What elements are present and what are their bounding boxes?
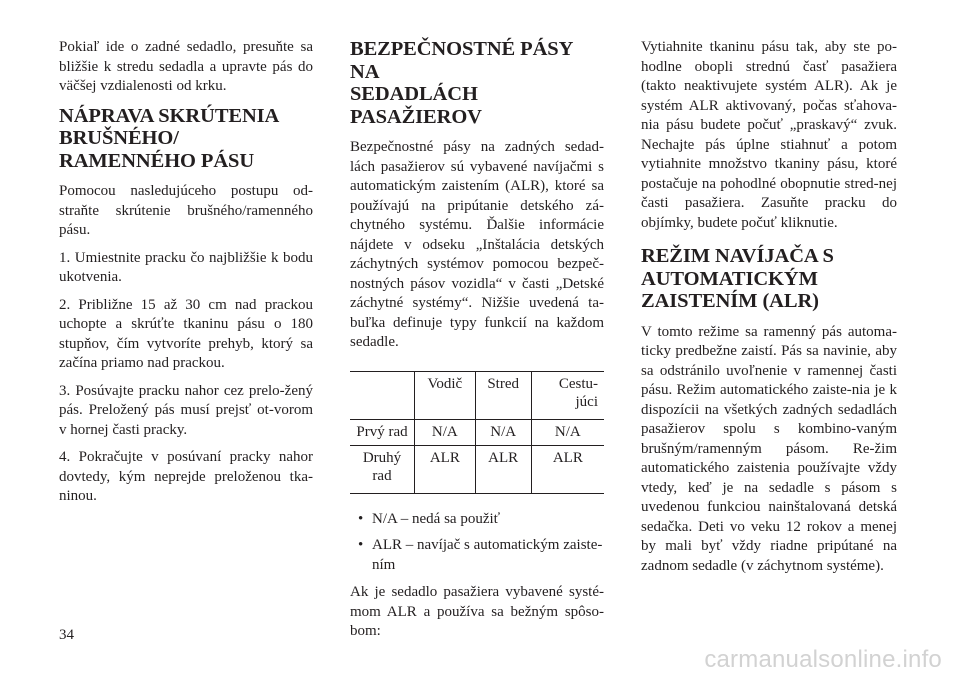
table-row (350, 445, 604, 493)
table-header-cell (350, 371, 415, 419)
intro-paragraph: Bezpečnostné pásy na zadných sedad-lách pasažierov sú vybavené navíjačmi s automatickým zaistením (ALR), ktoré sa používajú na pripútanie detského zá-chytného systému. Ďalšie informácie nájdete v odseku „Inštalácia detských záchytných systémov pomocou bezpeč-nostných pásov vozidla“ v časti „Detské záchytné systémy“. Nižšie uvedená ta-buľka definuje typy funkcií na každom sedadle. (350, 139, 604, 350)
table-cell: N/A (415, 419, 476, 445)
table-cell: N/A (531, 419, 604, 445)
bullet-icon: • (358, 510, 364, 527)
seat-function-table (350, 371, 604, 494)
step-3: 3. Posúvajte pracku nahor cez prelo-žený pás. Preložený pás musí prejsť ot-vorom v hornej časti pracky. (59, 382, 313, 438)
paragraph: V tomto režime sa ramenný pás automa-ticky predbežne zaistí. Pás sa navinie, aby sa odstránilo uvoľnenie v ramennej časti pásu. Režim automatického zaiste-nia je k dispozícii na všetkých zadných sedadlách pasažierov spolu s kombino-vaným brušným/ramenným pásom. Re-žim automatického zaistenia používajte vždy vtedy, keď je na sedadle s pásom s uvedenou funkciou nainštalovaná detská sedačka. Deti vo veku 12 rokov a menej by mali byť vždy riadne pripútané na zadnom sedadle (v záchytnom systéme). (641, 323, 897, 574)
table-header-cell: Cestu- júci (531, 371, 604, 419)
watermark: carmanualsonline.info (704, 646, 942, 673)
table-header-cell: Vodič (415, 371, 476, 419)
table-cell: ALR (415, 445, 476, 493)
table-cell: ALR (531, 445, 604, 493)
table-header-cell: Stred (475, 371, 531, 419)
bullet-icon: • (358, 537, 364, 553)
list-item (350, 536, 604, 575)
column-middle (350, 38, 604, 650)
column-left (59, 38, 313, 515)
step-2: 2. Približne 15 až 30 cm nad prackou uchopte a skrúťte tkaninu pásu o 180 stupňov, čím vytvoríte prehyb, ktorý sa začína priamo nad prackou. (59, 296, 313, 371)
step-4: 4. Pokračujte v posúvaní pracky nahor dovtedy, kým neprejde preloženou tka-ninou. (59, 449, 313, 504)
paragraph: Pomocou nasledujúceho postupu od-straňte skrútenie brušného/ramenného pásu. (59, 183, 313, 238)
section-heading-twist-removal: NÁPRAVA SKRÚTENIA BRUŠNÉHO/ RAMENNÉHO PÁSU (59, 104, 280, 172)
column-right (641, 38, 897, 584)
abbreviation-list (350, 510, 604, 576)
list-item-text: ALR – navíjač s automatickým zaiste-ním (372, 537, 603, 573)
step-1: 1. Umiestnite pracku čo najbližšie k bodu ukotvenia. (59, 249, 313, 285)
section-heading-passenger-belts: BEZPEČNOSTNÉ PÁSY NA SEDADLÁCH PASAŽIEROV (350, 38, 573, 128)
list-item-text: N/A – nedá sa použiť (372, 510, 501, 527)
table-row (350, 419, 604, 445)
table-header-row (350, 371, 604, 419)
table-cell: N/A (475, 419, 531, 445)
table-cell: ALR (475, 445, 531, 493)
paragraph: Ak je sedadlo pasažiera vybavené systé-mom ALR a používa sa bežným spôso-bom: (350, 584, 604, 639)
paragraph: Vytiahnite tkaninu pásu tak, aby ste po-hodlne obopli strednú časť pasažiera (takto neaktivujete systém ALR). Ak je systém ALR aktivovaný, počas sťahova-nia pásu budete počuť „praskavý“ zvuk. Nechajte pás úplne stiahnuť a potom vytiahnite množstvo tkaniny pásu, ktoré postačuje na pohodlné obopnutie stred-nej časti pasažiera. Zasuňte pracku do objímky, budete počuť kliknutie. (641, 39, 897, 231)
list-item (350, 510, 604, 530)
intro-paragraph: Pokiaľ ide o zadné sedadlo, presuňte sa bližšie k stredu sedadla a upravte pás do väčšej vzdialenosti od krku. (59, 39, 313, 94)
table-cell: Druhý rad (350, 445, 415, 493)
section-heading-alr-mode: REŽIM NAVÍJAČA S AUTOMATICKÝM ZAISTENÍM (ALR) (641, 245, 834, 312)
page-number: 34 (59, 627, 74, 643)
table-cell: Prvý rad (350, 419, 415, 445)
